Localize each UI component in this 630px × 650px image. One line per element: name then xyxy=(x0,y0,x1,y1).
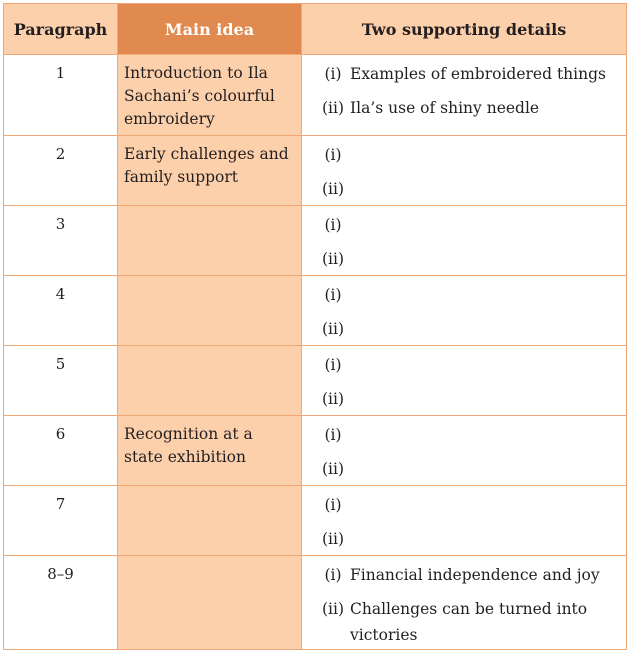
details-cell xyxy=(302,346,627,416)
detail-line xyxy=(316,386,622,412)
detail-number: (i) xyxy=(324,356,342,374)
paragraph-number: 1 xyxy=(4,55,118,136)
detail-line xyxy=(316,456,622,482)
table-row xyxy=(4,416,627,486)
detail-number: (ii) xyxy=(321,99,344,117)
detail-line xyxy=(316,422,622,448)
detail-number: (i) xyxy=(324,216,342,234)
main-idea-cell xyxy=(118,556,302,650)
detail-line xyxy=(316,246,622,272)
paragraph-column-header: Paragraph xyxy=(4,4,118,55)
paragraph-number: 8–9 xyxy=(4,556,118,650)
details-cell xyxy=(302,486,627,556)
paragraph-number: 4 xyxy=(4,276,118,346)
details-cell xyxy=(302,276,627,346)
worksheet-table-container xyxy=(3,3,626,644)
paragraph-number: 7 xyxy=(4,486,118,556)
detail-line xyxy=(316,282,622,308)
detail-line xyxy=(316,95,622,121)
detail-text: Challenges can be turned into victories xyxy=(350,600,588,644)
detail-number: (ii) xyxy=(321,600,344,618)
details-cell xyxy=(302,136,627,206)
detail-number: (ii) xyxy=(321,180,344,198)
table-row xyxy=(4,206,627,276)
table-row xyxy=(4,276,627,346)
details-cell xyxy=(302,206,627,276)
detail-number: (i) xyxy=(324,496,342,514)
table-header-row xyxy=(4,4,627,55)
paragraph-number: 5 xyxy=(4,346,118,416)
detail-line xyxy=(316,562,622,588)
detail-number: (ii) xyxy=(321,250,344,268)
main-idea-cell xyxy=(118,486,302,556)
detail-number: (ii) xyxy=(321,320,344,338)
detail-line xyxy=(316,176,622,202)
paragraph-number: 6 xyxy=(4,416,118,486)
detail-line xyxy=(316,142,622,168)
table-row xyxy=(4,346,627,416)
main-idea-cell xyxy=(118,276,302,346)
detail-number: (i) xyxy=(324,146,342,164)
main-idea-cell: Recognition at a state exhibition xyxy=(118,416,302,486)
detail-number: (i) xyxy=(324,286,342,304)
details-column-header: Two supporting details xyxy=(302,4,627,55)
table-row xyxy=(4,55,627,136)
detail-line xyxy=(316,212,622,238)
detail-number: (ii) xyxy=(321,460,344,478)
detail-number: (i) xyxy=(324,65,342,83)
table-row xyxy=(4,136,627,206)
detail-text: Ila’s use of shiny needle xyxy=(350,99,540,117)
detail-line xyxy=(316,526,622,552)
paragraph-number: 2 xyxy=(4,136,118,206)
detail-text: Financial independence and joy xyxy=(350,566,600,584)
detail-line xyxy=(316,352,622,378)
details-cell xyxy=(302,556,627,650)
detail-text: Examples of embroidered things xyxy=(350,65,606,83)
detail-line xyxy=(316,596,622,648)
main-idea-cell xyxy=(118,346,302,416)
detail-number: (i) xyxy=(324,566,342,584)
paragraph-analysis-table xyxy=(3,3,627,650)
details-cell xyxy=(302,416,627,486)
table-row xyxy=(4,486,627,556)
details-cell xyxy=(302,55,627,136)
detail-number: (ii) xyxy=(321,530,344,548)
paragraph-number: 3 xyxy=(4,206,118,276)
table-row xyxy=(4,556,627,650)
detail-line xyxy=(316,492,622,518)
main-idea-cell: Introduction to Ila Sachani’s colourful embroidery xyxy=(118,55,302,136)
detail-line xyxy=(316,61,622,87)
detail-line xyxy=(316,316,622,342)
main-idea-cell xyxy=(118,206,302,276)
detail-number: (i) xyxy=(324,426,342,444)
main-idea-cell: Early challenges and family support xyxy=(118,136,302,206)
detail-number: (ii) xyxy=(321,390,344,408)
main-idea-column-header: Main idea xyxy=(118,4,302,55)
